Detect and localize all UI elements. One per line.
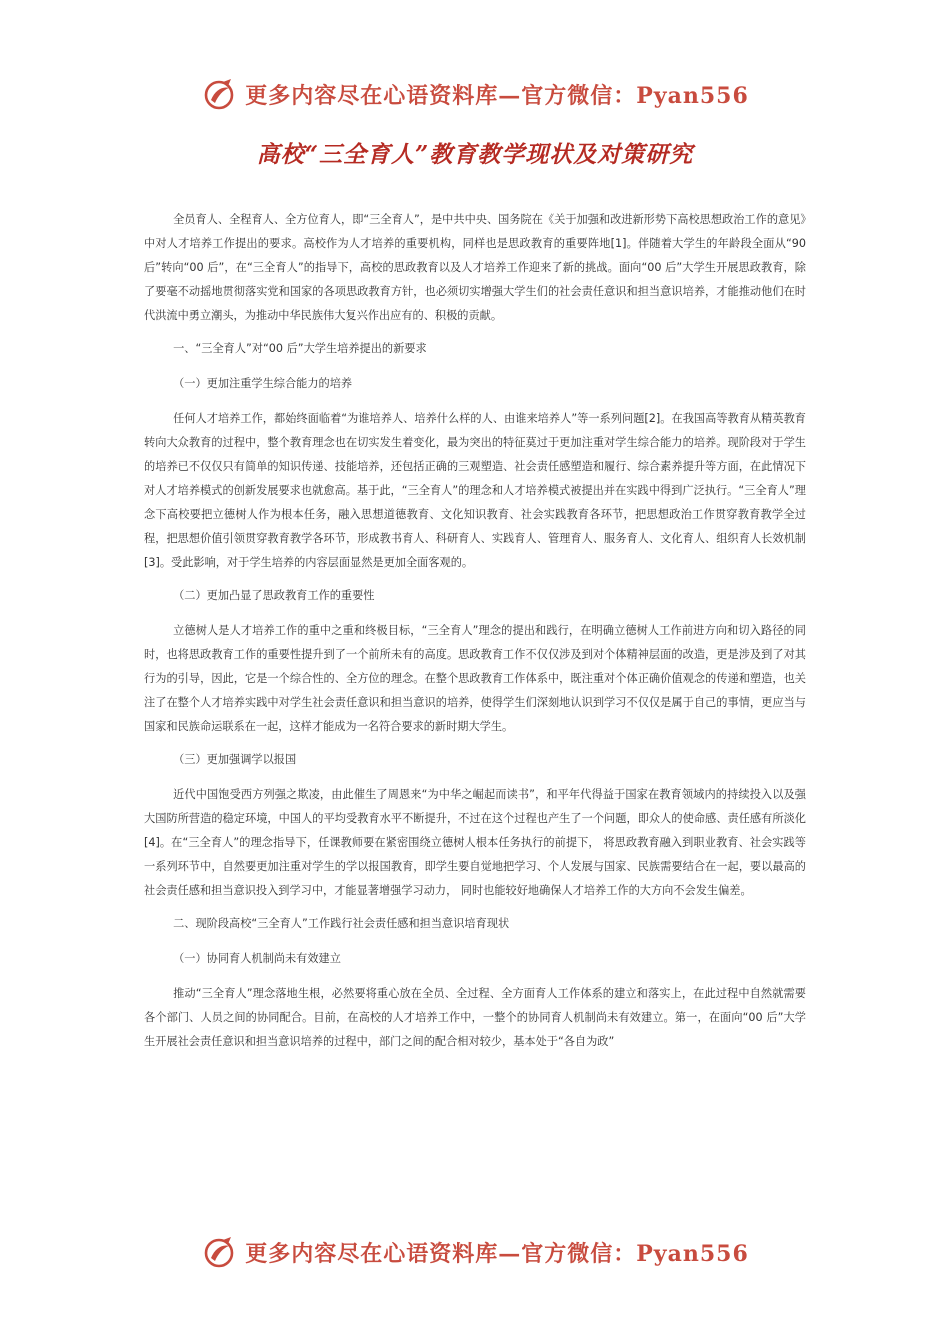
paragraph: 任何人才培养工作，都始终面临着“为谁培养人、培养什么样的人、由谁来培养人”等一系列问题[2]。在我国高等教育从精英教育转向大众教育的过程中，整个教育理念也在切实发生着变化，最为突出的特征莫过于更加注重对学生综合能力的培养。现阶段对于学生的培养已不仅仅只有简单的知识传递、技能培养，还包括正确的三观塑造、社会责任感塑造和履行、综合素养提升等方面，在此情况下对人才培养模式的创新发展要求也就愈高。基于此，“三全育人”的理念和人才培养模式被提出并在实践中得到广泛执行。“三全育人”理念下高校要把立德树人作为根本任务，融入思想道德教育、文化知识教育、社会实践教育各环节，把思想政治工作贯穿教育教学全过程，把思想价值引领贯穿教育教学各环节，形成教书育人、科研育人、实践育人、管理育人、服务育人、文化育人、组织育人长效机制[3]。受此影响，对于学生培养的内容层面显然是更加全面客观的。 <box>144 412 806 569</box>
subsection-heading: （三）更加强调学以报国 <box>173 753 297 766</box>
bottom-watermark-banner <box>0 1230 950 1274</box>
pen-swirl-logo-icon <box>201 76 237 112</box>
subsection-heading: （一）协同育人机制尚未有效建立 <box>173 952 341 965</box>
top-watermark-banner <box>0 72 950 116</box>
section-heading: 二、现阶段高校“三全育人”工作践行社会责任感和担当意识培育现状 <box>173 917 510 930</box>
pen-swirl-logo-icon <box>201 1234 237 1270</box>
watermark-text: 更多内容尽在心语资料库—官方微信：Pyan556 <box>245 1240 749 1267</box>
paragraph: 推动“三全育人”理念落地生根，必然要将重心放在全员、全过程、全方面育人工作体系的建立和落实上，在此过程中自然就需要各个部门、人员之间的协同配合。目前，在高校的人才培养工作中，一整个的协同育人机制尚未有效建立。第一，在面向“00 后”大学生开展社会责任意识和担当意识培养的过程中，部门之间的配合相对较少，基本处于“各自为政” <box>144 987 806 1048</box>
section-heading: 一、“三全育人”对“00 后”大学生培养提出的新要求 <box>173 342 427 355</box>
paragraph: 近代中国饱受西方列强之欺凌，由此催生了周恩来“为中华之崛起而读书”，和平年代得益于国家在教育领域内的持续投入以及强大国防所营造的稳定环境，中国人的平均受教育水平不断提升，不过在这个过程也产生了一个问题，即众人的使命感、责任感有所淡化[4]。在“三全育人”的理念指导下，任课教师要在紧密围绕立德树人根本任务执行的前提下， 将思政教育融入到职业教育、社会实践等一系列环节中，自然要更加注重对学生的学以报国教育，即学生要自觉地把学习、个人发展与国家、民族需要结合在一起，要以最高的社会责任感和担当意识投入到学习中，才能显著增强学习动力， 同时也能较好地确保人才培养工作的大方向不会发生偏差。 <box>144 788 806 897</box>
paragraph: 立德树人是人才培养工作的重中之重和终极目标，“三全育人”理念的提出和践行，在明确立德树人工作前进方向和切入路径的同时，也将思政教育工作的重要性提升到了一个前所未有的高度。思政教育工作不仅仅涉及到对个体精神层面的改造，更是涉及到了对其行为的引导，因此，它是一个综合性的、全方位的理念。在整个思政教育工作体系中，既注重对个体正确价值观念的传递和塑造，也关注了在整个人才培养实践中对学生社会责任意识和担当意识的培养，使得学生们深刻地认识到学习不仅仅是属于自己的事情，更应当与国家和民族命运联系在一起，这样才能成为一名符合要求的新时期大学生。 <box>144 624 806 733</box>
watermark-text: 更多内容尽在心语资料库—官方微信：Pyan556 <box>245 82 749 109</box>
document-title: 高校“三全育人”教育教学现状及对策研究 <box>256 141 694 168</box>
subsection-heading: （二）更加凸显了思政教育工作的重要性 <box>173 589 375 602</box>
subsection-heading: （一）更加注重学生综合能力的培养 <box>173 377 353 390</box>
document-body <box>144 208 806 1063</box>
paragraph: 全员育人、全程育人、全方位育人，即“三全育人”，是中共中央、国务院在《关于加强和改进新形势下高校思想政治工作的意见》中对人才培养工作提出的要求。高校作为人才培养的重要机构，同样也是思政教育的重要阵地[1]。伴随着大学生的年龄段全面从“90 后”转向“00 后”，在“三全育人”的指导下，高校的思政教育以及人才培养工作迎来了新的挑战。面向“00 后”大学生开展思政教育，除了要毫不动摇地贯彻落实党和国家的各项思政教育方针，也必须切实增强大学生们的社会责任意识和担当意识培养，才能推动他们在时代洪流中勇立潮头，为推动中华民族伟大复兴作出应有的、积极的贡献。 <box>144 213 806 322</box>
